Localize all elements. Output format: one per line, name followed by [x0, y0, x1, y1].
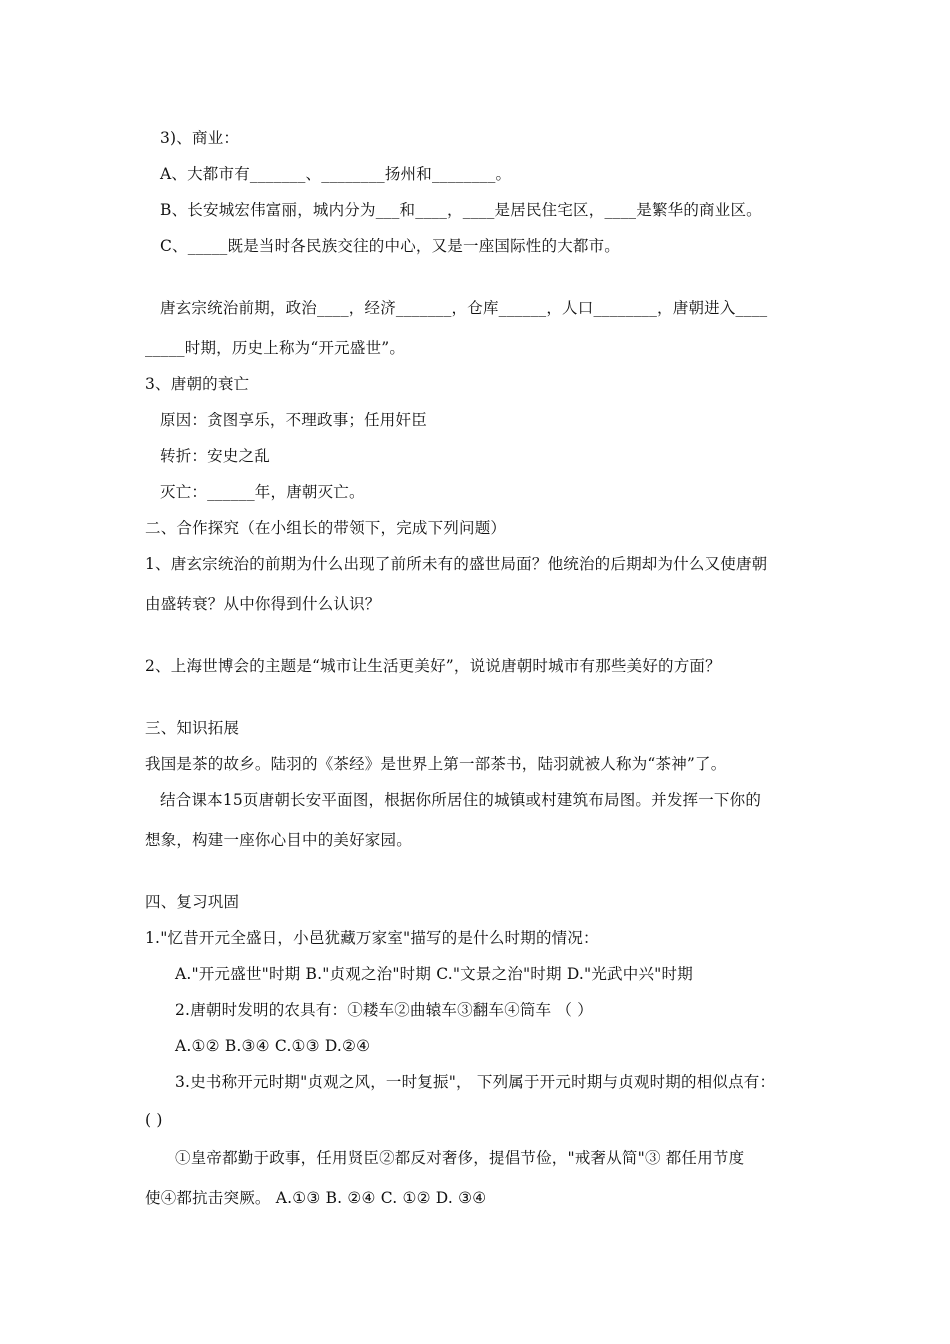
- section-review-heading: 四、复习巩固: [145, 893, 240, 911]
- review-question-2-options: A.①② B.③④ C.①③ D.②④: [175, 1037, 371, 1055]
- question-c-international-city: C、_____既是当时各民族交往的中心，又是一座国际性的大都市。: [160, 237, 621, 255]
- decline-fall: 灭亡：______年，唐朝灭亡。: [160, 483, 365, 501]
- section-decline-heading: 3、唐朝的衰亡: [145, 375, 250, 393]
- extension-task-line-2: 想象，构建一座你心目中的美好家园。: [145, 831, 412, 849]
- decline-turning-point: 转折：安史之乱: [160, 447, 270, 465]
- inquiry-question-2: 2、上海世博会的主题是“城市让生活更美好”，说说唐朝时城市有那些美好的方面？: [145, 657, 721, 675]
- inquiry-question-1-line-2: 由盛转衰？从中你得到什么认识？: [145, 595, 381, 613]
- section-commerce-heading: 3)、商业：: [160, 129, 240, 147]
- review-question-3: 3.史书称开元时期"贞观之风，一时复振"， 下列属于开元时期与贞观时期的相似点有：: [175, 1073, 776, 1091]
- section-cooperative-inquiry-heading: 二、合作探究（在小组长的带领下，完成下列问题）: [145, 519, 507, 537]
- question-b-changan: B、长安城宏伟富丽，城内分为___和____，____是居民住宅区，____是繁华的商业区。: [160, 201, 762, 219]
- review-question-2: 2.唐朝时发明的农具有：①耧车②曲辕车③翻车④筒车 （ ）: [175, 1001, 593, 1019]
- inquiry-question-1-line-1: 1、唐玄宗统治的前期为什么出现了前所未有的盛世局面？他统治的后期却为什么又使唐朝: [145, 555, 768, 573]
- extension-task-line-1: 结合课本15页唐朝长安平面图，根据你所居住的城镇或村建筑布局图。并发挥一下你的: [160, 791, 762, 809]
- question-a-major-cities: A、大都市有_______、________扬州和________。: [160, 165, 512, 183]
- section-knowledge-extension-heading: 三、知识拓展: [145, 719, 240, 737]
- kaiyuan-paragraph-line-2: _____时期，历史上称为“开元盛世”。: [145, 339, 406, 357]
- review-question-1-options: A."开元盛世"时期 B."贞观之治"时期 C."文景之治"时期 D."光武中兴"时期: [175, 965, 693, 983]
- review-question-3-statements-line-2: 使④都抗击突厥。 A.①③ B. ②④ C. ①② D. ③④: [145, 1189, 487, 1207]
- extension-tea-paragraph: 我国是茶的故乡。陆羽的《茶经》是世界上第一部茶书，陆羽就被人称为“茶神”了。: [145, 755, 727, 773]
- decline-cause: 原因：贪图享乐，不理政事；任用奸臣: [160, 411, 427, 429]
- review-question-3-statements-line-1: ①皇帝都勤于政事，任用贤臣②都反对奢侈，提倡节俭，"戒奢从简"③ 都任用节度: [175, 1149, 745, 1167]
- review-question-3-answer-blank: ( ): [145, 1111, 163, 1129]
- review-question-1: 1."忆昔开元全盛日，小邑犹藏万家室"描写的是什么时期的情况：: [145, 929, 599, 947]
- kaiyuan-paragraph-line-1: 唐玄宗统治前期，政治____，经济_______，仓库______，人口________，唐朝进入____: [160, 299, 768, 317]
